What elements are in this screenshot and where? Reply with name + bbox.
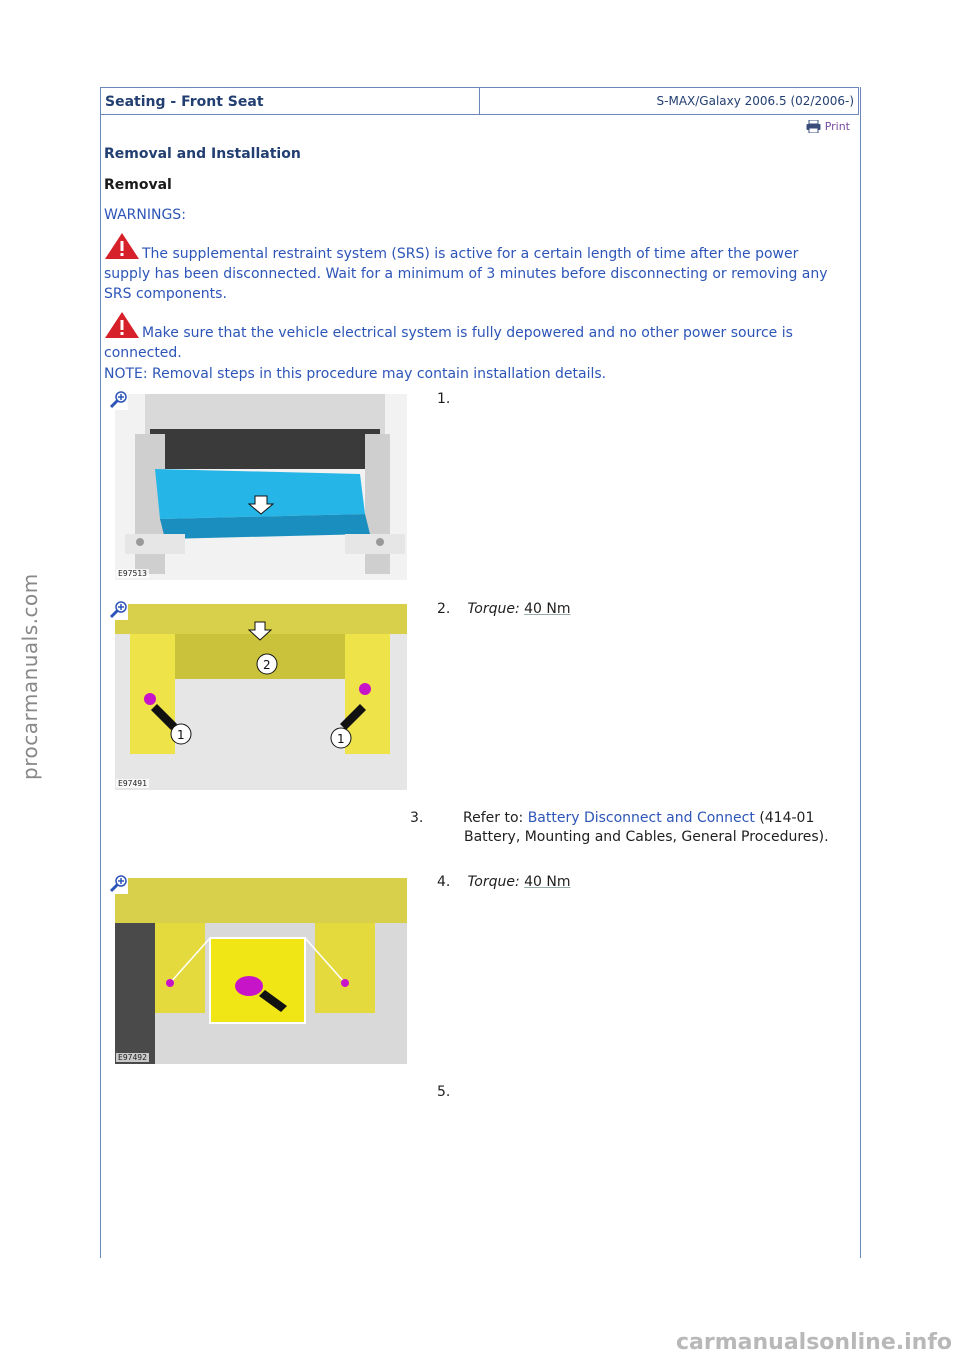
- note-text: NOTE: Removal steps in this procedure may contain installation details.: [104, 366, 607, 382]
- header-model: S-MAX/Galaxy 2006.5 (02/2006-): [656, 94, 854, 108]
- warning-2-text: Make sure that the vehicle electrical system is fully depowered and no other power source is connected.: [104, 325, 793, 361]
- step-number: 1.: [437, 391, 451, 407]
- warning-triangle-icon: [104, 311, 140, 339]
- figure-2: [108, 600, 408, 790]
- step-number: 2.: [437, 601, 451, 617]
- warnings-heading: WARNINGS:: [104, 207, 186, 223]
- figure-1: [108, 390, 408, 580]
- battery-disconnect-link[interactable]: Battery Disconnect and Connect: [527, 810, 755, 826]
- figure-3: [108, 874, 408, 1064]
- section-title: Removal and Installation: [104, 146, 301, 162]
- figure-3-code: E97492: [118, 1053, 147, 1062]
- step-number: 5.: [437, 1084, 451, 1100]
- svg-text:1: 1: [337, 732, 345, 746]
- torque-value: 40 Nm: [524, 874, 571, 890]
- print-link[interactable]: [806, 120, 850, 133]
- subsection-title: Removal: [104, 177, 172, 193]
- refer-prefix: Refer to:: [463, 810, 524, 826]
- header-title: Seating - Front Seat: [101, 88, 480, 114]
- seat-bolt-illustration: [115, 878, 407, 1064]
- warning-2: [104, 311, 834, 363]
- step-3: [410, 809, 842, 847]
- warning-triangle-icon: [104, 232, 140, 260]
- zoom-icon[interactable]: [108, 600, 128, 620]
- step-4: [437, 873, 847, 892]
- watermark-left: procarmanuals.com: [18, 573, 42, 780]
- svg-text:2: 2: [263, 658, 271, 672]
- warning-1: [104, 232, 834, 304]
- torque-label: Torque:: [467, 874, 520, 890]
- printer-icon: [806, 120, 821, 133]
- torque-value: 40 Nm: [524, 601, 571, 617]
- step-1: [437, 390, 847, 409]
- warning-1-text: The supplemental restraint system (SRS) is active for a certain length of time after the power supply has been disconnected. Wait for a minimum of 3 minutes before disconnecting or removing any SRS components.: [104, 246, 828, 302]
- step-5: [437, 1083, 847, 1102]
- zoom-icon[interactable]: [108, 390, 128, 410]
- step-2: [437, 600, 847, 619]
- torque-label: Torque:: [467, 601, 520, 617]
- print-label: Print: [824, 120, 850, 133]
- refer-suffix: (414-01 Battery, Mounting and Cables, General Procedures).: [464, 810, 829, 845]
- watermark-bottom: carmanualsonline.info: [676, 1330, 952, 1355]
- step-number: 4.: [437, 874, 451, 890]
- seat-frame-illustration: [115, 604, 407, 790]
- svg-text:1: 1: [177, 728, 185, 742]
- figure-2-code: E97491: [118, 779, 147, 788]
- figure-3-image[interactable]: [115, 878, 407, 1064]
- step-number: 3.: [410, 810, 424, 826]
- page-header: [100, 87, 859, 115]
- figure-1-image[interactable]: [115, 394, 407, 580]
- zoom-icon[interactable]: [108, 874, 128, 894]
- seat-underside-illustration: [115, 394, 407, 580]
- figure-1-code: E97513: [118, 569, 147, 578]
- figure-2-image[interactable]: [115, 604, 407, 790]
